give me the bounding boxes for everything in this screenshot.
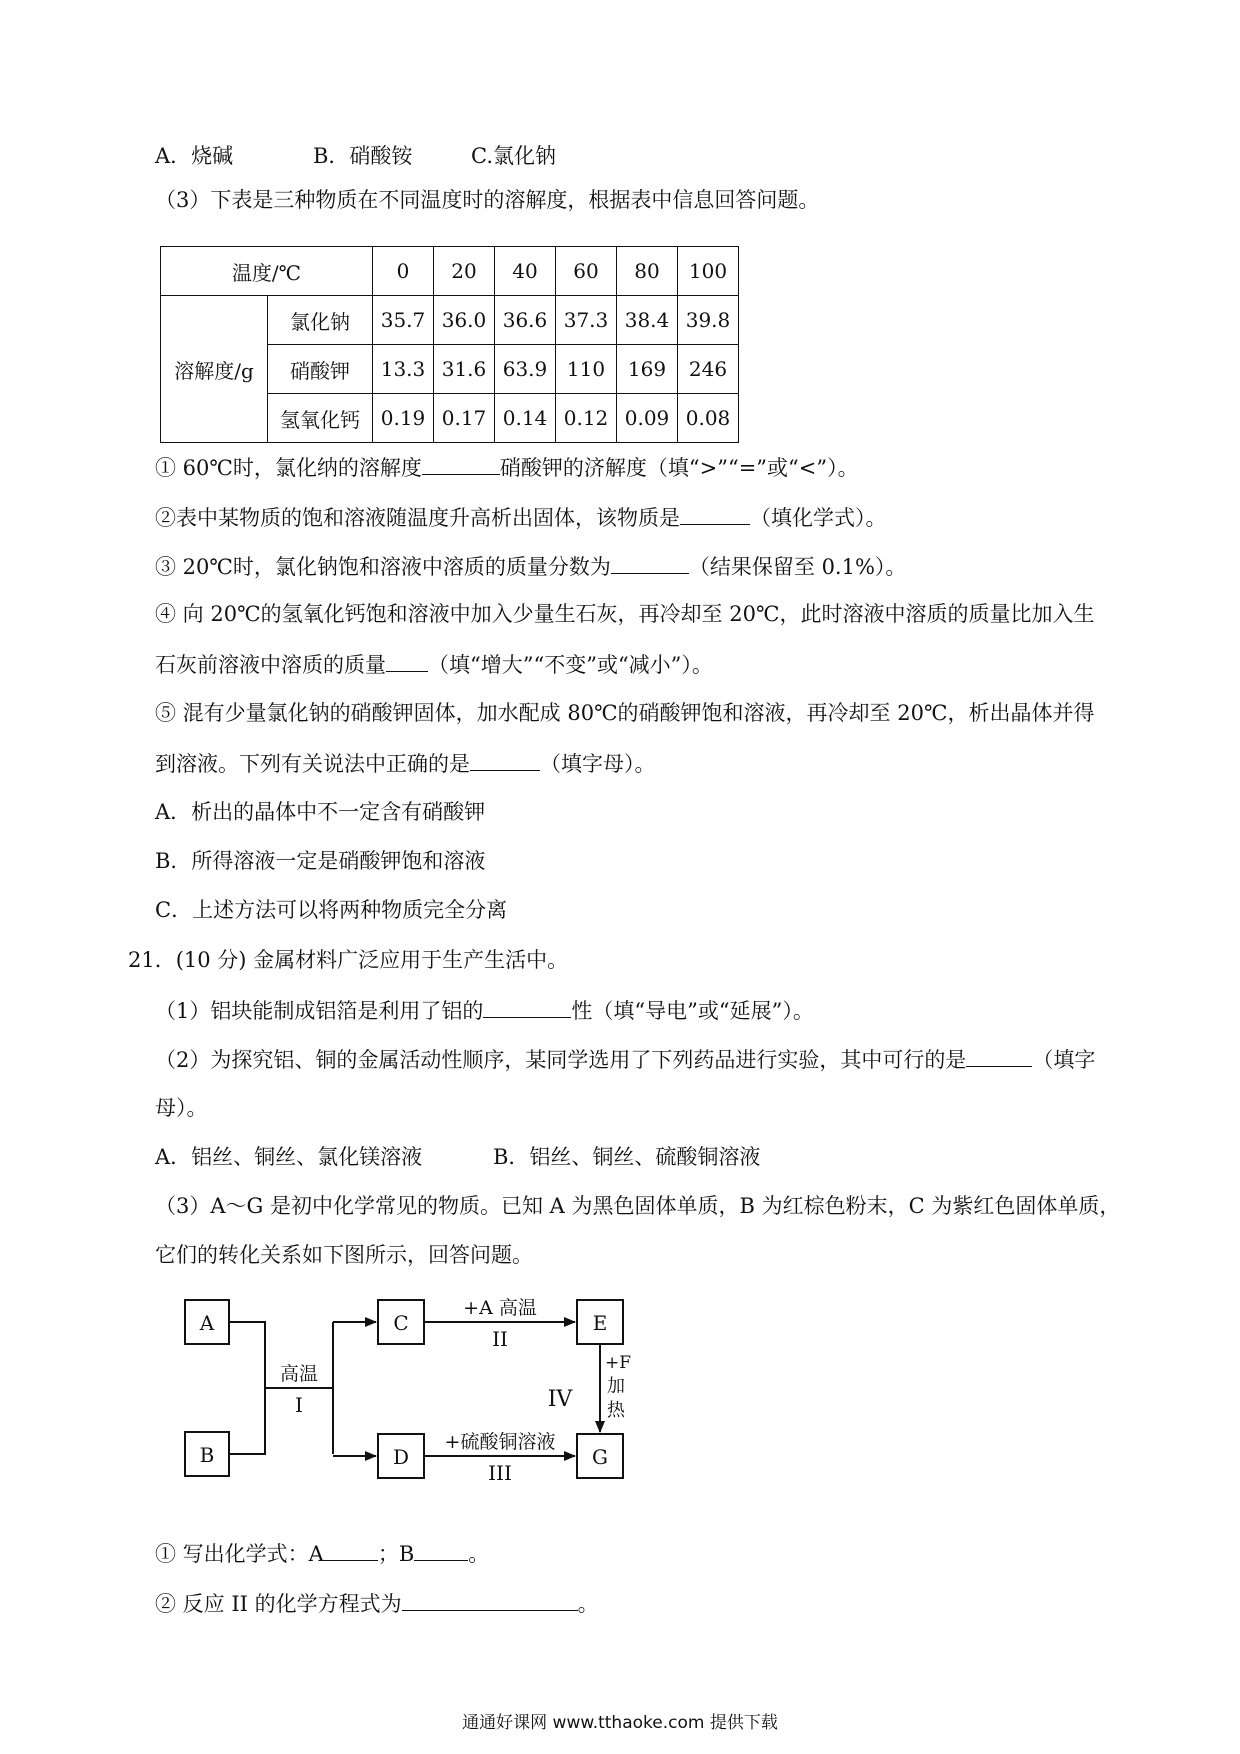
- label-b: B: [199, 1443, 215, 1467]
- q20-item-2: [155, 506, 887, 529]
- a1-text-b: ；B: [377, 1542, 415, 1566]
- value-cell: 13.3: [373, 345, 434, 394]
- reaction-iv-reagent: +F: [604, 1353, 632, 1373]
- value-cell: 31.6: [434, 345, 495, 394]
- q21-answer-1: [155, 1542, 489, 1565]
- reaction-iii-condition: +硫酸铜溶液: [444, 1431, 556, 1453]
- answer-blank[interactable]: [483, 999, 571, 1018]
- value-cell: 37.3: [556, 296, 617, 345]
- answer-blank[interactable]: [386, 653, 428, 672]
- row-name: 氯化钠: [268, 296, 373, 345]
- s2-text-a: （2）为探究铝、铜的金属活动性顺序，某同学选用了下列药品进行实验，其中可行的是: [155, 1048, 967, 1072]
- reaction-i-label: I: [295, 1393, 303, 1417]
- reaction-ii-label: II: [492, 1327, 508, 1351]
- value-cell: 0.14: [495, 394, 556, 443]
- q3-text-b: （结果保留至 0.1%）。: [688, 555, 907, 579]
- label-c: C: [393, 1311, 409, 1335]
- q5-text-b: （填字母）。: [540, 752, 656, 776]
- table-header-row: [161, 247, 739, 296]
- bracket-ab: [229, 1322, 265, 1454]
- temp-cell: 60: [556, 247, 617, 296]
- reaction-iv-heat-1: 加: [607, 1376, 625, 1397]
- q21-sub3-line1: （3）A～G 是初中化学常见的物质。已知 A 为黑色固体单质，B 为红棕色粉末，C 为紫红色固体单质，: [155, 1194, 1121, 1218]
- value-cell: 0.08: [678, 394, 739, 443]
- a1-text-c: 。: [468, 1542, 490, 1566]
- value-cell: 36.6: [495, 296, 556, 345]
- s2-text-b: （填字: [1032, 1048, 1096, 1072]
- answer-blank[interactable]: [611, 555, 689, 574]
- q5-text-a: 到溶液。下列有关说法中正确的是: [155, 752, 470, 776]
- row-name: 硝酸钾: [268, 345, 373, 394]
- q3-text-a: ③ 20℃时，氯化钠饱和溶液中溶质的质量分数为: [155, 555, 611, 579]
- s1-text-a: （1）铝块能制成铝箔是利用了铝的: [155, 999, 484, 1023]
- s2-option-b: B．铝丝、铜丝、硫酸铜溶液: [493, 1145, 761, 1169]
- a2-text-a: ② 反应 II 的化学方程式为: [155, 1592, 402, 1616]
- q21-title: 21．(10 分) 金属材料广泛应用于生产生活中。: [128, 948, 569, 972]
- a1-text-a: ① 写出化学式：A: [155, 1542, 324, 1566]
- value-cell: 63.9: [495, 345, 556, 394]
- q20-options-row: [155, 146, 556, 167]
- reaction-ii-condition: +A 高温: [463, 1297, 537, 1319]
- label-d: D: [392, 1445, 410, 1469]
- temp-cell: 20: [434, 247, 495, 296]
- reaction-iv-label: IV: [547, 1387, 573, 1412]
- option-c: C.氯化钠: [471, 144, 556, 168]
- value-cell: 0.12: [556, 394, 617, 443]
- q20-item-5-line1: ⑤ 混有少量氯化钠的硝酸钾固体，加水配成 80℃的硝酸钾饱和溶液，再冷却至 20℃，析出晶体并得: [155, 701, 1095, 725]
- label-e: E: [592, 1311, 608, 1335]
- temp-cell: 40: [495, 247, 556, 296]
- temp-header: 温度/℃: [161, 247, 373, 296]
- q20-item-3: [155, 555, 906, 578]
- answer-blank[interactable]: [680, 506, 750, 525]
- answer-blank[interactable]: [402, 1592, 578, 1611]
- option-a: A．烧碱: [155, 144, 234, 168]
- q21-sub2-options: [155, 1147, 760, 1168]
- transformation-diagram: [150, 1270, 670, 1490]
- q20-item-5-line2: [155, 752, 656, 775]
- page-footer: 通通好课网 www.tthaoke.com 提供下载: [462, 1713, 778, 1733]
- value-cell: 36.0: [434, 296, 495, 345]
- reaction-iii-label: III: [488, 1461, 512, 1485]
- answer-blank[interactable]: [966, 1048, 1032, 1067]
- value-cell: 39.8: [678, 296, 739, 345]
- temp-cell: 80: [617, 247, 678, 296]
- value-cell: 0.09: [617, 394, 678, 443]
- q21-sub2-line1: [155, 1048, 1095, 1071]
- label-a: A: [199, 1311, 215, 1335]
- q1-text-b: 硝酸钾的济解度（填“>”“=”或“<”）。: [499, 456, 859, 480]
- q1-text-a: ① 60℃时，氯化纳的溶解度: [155, 456, 422, 480]
- q5-option-a: A．析出的晶体中不一定含有硝酸钾: [155, 800, 486, 824]
- temp-cell: 100: [678, 247, 739, 296]
- reaction-iv-heat-2: 热: [607, 1400, 625, 1421]
- value-cell: 0.19: [373, 394, 434, 443]
- table-row: [161, 296, 739, 345]
- answer-blank-a[interactable]: [324, 1542, 378, 1561]
- value-cell: 169: [617, 345, 678, 394]
- answer-blank[interactable]: [422, 456, 500, 475]
- q5-option-c: C．上述方法可以将两种物质完全分离: [155, 898, 508, 922]
- group-label: 溶解度/g: [161, 296, 268, 443]
- value-cell: 35.7: [373, 296, 434, 345]
- s2-option-a: A．铝丝、铜丝、氯化镁溶液: [155, 1145, 423, 1169]
- q20-item-4-line1: ④ 向 20℃的氢氧化钙饱和溶液中加入少量生石灰，再冷却至 20℃，此时溶液中溶质的质量比加入生: [155, 602, 1095, 626]
- row-name: 氢氧化钙: [268, 394, 373, 443]
- q4-text-a: 石灰前溶液中溶质的质量: [155, 653, 386, 677]
- solubility-table: [160, 246, 739, 443]
- option-b: B．硝酸铵: [313, 144, 413, 168]
- q2-text-b: （填化学式）。: [750, 506, 887, 530]
- a2-text-b: 。: [577, 1592, 599, 1616]
- q2-text-a: ②表中某物质的饱和溶液随温度升高析出固体，该物质是: [155, 506, 680, 530]
- value-cell: 0.17: [434, 394, 495, 443]
- q20-sub3-intro: （3）下表是三种物质在不同温度时的溶解度，根据表中信息回答问题。: [155, 188, 820, 212]
- q4-text-b: （填“增大”“不变”或“减小”）。: [428, 653, 713, 677]
- answer-blank-b[interactable]: [414, 1542, 468, 1561]
- value-cell: 38.4: [617, 296, 678, 345]
- q20-item-4-line2: [155, 653, 713, 676]
- reaction-i-condition: 高温: [279, 1363, 319, 1385]
- q21-sub2-line2: 母）。: [155, 1096, 208, 1120]
- s1-text-b: 性（填“导电”或“延展”）。: [571, 999, 814, 1023]
- answer-blank[interactable]: [470, 752, 540, 771]
- label-g: G: [592, 1445, 608, 1469]
- temp-cell: 0: [373, 247, 434, 296]
- q5-option-b: B．所得溶液一定是硝酸钾饱和溶液: [155, 849, 486, 873]
- q20-item-1: [155, 456, 859, 479]
- value-cell: 246: [678, 345, 739, 394]
- q21-sub1: [155, 999, 814, 1022]
- value-cell: 110: [556, 345, 617, 394]
- q21-sub3-line2: 它们的转化关系如下图所示，回答问题。: [155, 1243, 533, 1267]
- q21-answer-2: [155, 1592, 599, 1615]
